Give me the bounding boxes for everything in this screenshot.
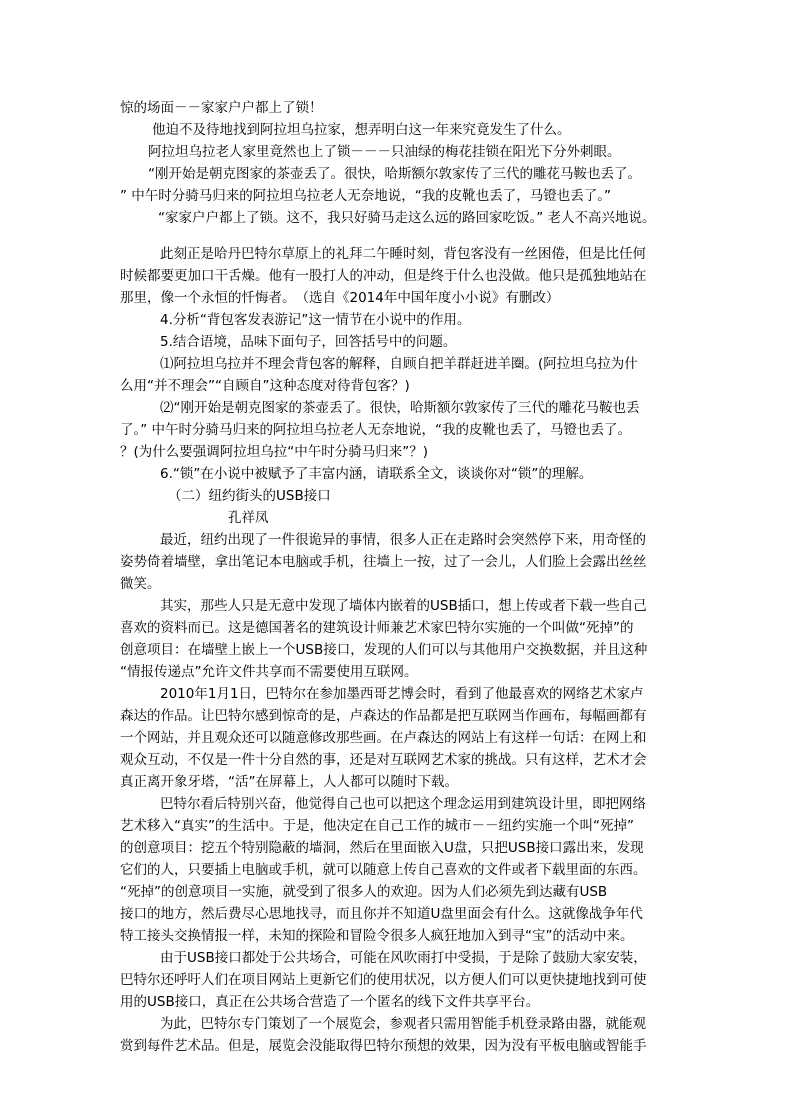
text-line: “家家户户都上了锁。这不，我只好骑马走这么远的路回家吃饭。” 老人不高兴地说。: [158, 210, 656, 226]
text-line: ？(为什么要强调阿拉坦乌拉“中午时分骑马归来”？): [120, 444, 429, 460]
text-line: 时候都要更加口干舌燥。他有一股打人的冲动，但是终于什么也没做。他只是孤独地站在: [120, 268, 647, 284]
question-4: 4.分析“背包客发表游记”这一情节在小说中的作用。: [160, 312, 471, 328]
text-line: 一个网站，并且观众还可以随意修改那些画。在卢森达的网站上有这样一句话：在网上和: [120, 730, 647, 746]
text-line: 了。” 中午时分骑马归来的阿拉坦乌拉老人无奈地说，“我的皮靴也丢了，马镫也丢了。: [120, 422, 632, 438]
text-line: 接口的地方，然后费尽心思地找寻，而且你并不知道U盘里面会有什么。这就像战争年代: [120, 906, 643, 922]
text-line: “情报传递点”允许文件共享而不需要使用互联网。: [120, 664, 418, 680]
text-line: ⑵“刚开始是朝克图家的茶壶丢了。很快，哈斯额尔敦家传了三代的雕花马鞍也丢: [160, 400, 640, 416]
text-line: 姿势倚着墙壁，拿出笔记本电脑或手机，往墙上一按，过了一会儿，人们脸上会露出丝丝: [120, 554, 647, 570]
text-line: ⑴阿拉坦乌拉并不理会背包客的解释，自顾自把羊群赶进羊圈。(阿拉坦乌拉为什: [160, 356, 638, 372]
text-line: 用的USB接口，真正在公共场合营造了一个匿名的线下文件共享平台。: [120, 994, 540, 1010]
text-line: 真正离开象牙塔，“活”在屏幕上，人人都可以随时下载。: [120, 774, 458, 790]
text-line: 赏到每件艺术品。但是，展览会没能取得巴特尔预想的效果，因为没有平板电脑或智能手: [120, 1038, 647, 1054]
text-line: 其实，那些人只是无意中发现了墙体内嵌着的USB插口，想上传或者下载一些自己: [160, 598, 647, 614]
text-line: 他迫不及待地找到阿拉坦乌拉家，想弄明白这一年来究竟发生了什么。: [152, 122, 571, 138]
text-line: 最近，纽约出现了一件很诡异的事情，很多人正在走路时会突然停下来，用奇怪的: [160, 532, 646, 548]
text-line: 森达的作品。让巴特尔感到惊奇的是，卢森达的作品都是把互联网当作画布，每幅画都有: [120, 708, 647, 724]
text-line: 惊的场面－－家家户户都上了锁！: [120, 100, 323, 116]
text-line: 观众互动，不仅是一件十分自然的事，还是对互联网艺术家的挑战。只有这样，艺术才会: [120, 752, 647, 768]
text-line: 么用“并不理会”“自顾自”这种态度对待背包客？): [120, 378, 410, 394]
text-line: 为此，巴特尔专门策划了一个展览会，参观者只需用智能手机登录路由器，就能观: [160, 1016, 646, 1032]
text-line: 此刻正是哈丹巴特尔草原上的礼拜二午睡时刻，背包客没有一丝困倦，但是比任何: [160, 246, 646, 262]
text-line: 喜欢的资料而已。这是德国著名的建筑设计师兼艺术家巴特尔实施的一个叫做“死掉”的: [120, 620, 634, 636]
text-line: 巴特尔看后特别兴奋，他觉得自己也可以把这个理念运用到建筑设计里，即把网络: [160, 796, 646, 812]
question-5: 5.结合语境，品味下面句子，回答括号中的问题。: [160, 334, 457, 350]
text-line: 艺术移入“真实”的生活中。于是，他决定在自己工作的城市－－纽约实施一个叫“死掉”: [120, 818, 634, 834]
text-line: “死掉”的创意项目一实施，就受到了很多人的欢迎。因为人们必须先到达藏有USB: [120, 884, 608, 900]
text-line: 的创意项目：挖五个特别隐蔽的墙洞，然后在里面嵌入U盘，只把USB接口露出来，发现: [120, 840, 644, 856]
text-line: 它们的人，只要插上电脑或手机，就可以随意上传自己喜欢的文件或者下载里面的东西。: [120, 862, 647, 878]
text-line: 由于USB接口都处于公共场合，可能在风吹雨打中受损，于是除了鼓励大家安装，: [160, 950, 647, 966]
text-line: 创意项目：在墙壁上嵌上一个USB接口，发现的人们可以与其他用户交换数据，并且这种: [120, 642, 648, 658]
section-title: （二）纽约街头的USB接口: [168, 488, 331, 504]
text-line: 特工接头交换情报一样，未知的探险和冒险令很多人疯狂地加入到寻“宝”的活动中来。: [120, 928, 634, 944]
text-line: 阿拉坦乌拉老人家里竟然也上了锁－－－只油绿的梅花挂锁在阳光下分外刺眼。: [148, 144, 621, 160]
question-6: 6.“锁”在小说中被赋予了丰富内涵，请联系全文，谈谈你对“锁”的理解。: [160, 466, 593, 482]
text-line: 巴特尔还呼吁人们在项目网站上更新它们的使用状况，以方便人们可以更快捷地找到可使: [120, 972, 647, 988]
text-line: 那里，像一个永恒的忏悔者。 （选自《2014年中国年度小小说》有删改）: [120, 290, 560, 306]
text-line: ” 中午时分骑马归来的阿拉坦乌拉老人无奈地说，“我的皮靴也丢了，马镫也丢了。”: [120, 188, 612, 204]
text-line: 微笑。: [120, 576, 161, 592]
text-line: 2010年1月1日，巴特尔在参加墨西哥艺博会时，看到了他最喜欢的网络艺术家卢: [160, 686, 644, 702]
text-line: “刚开始是朝克图家的茶壶丢了。很快，哈斯额尔敦家传了三代的雕花马鞍也丢了。: [148, 166, 641, 182]
author-name: 孔祥凤: [228, 510, 269, 526]
